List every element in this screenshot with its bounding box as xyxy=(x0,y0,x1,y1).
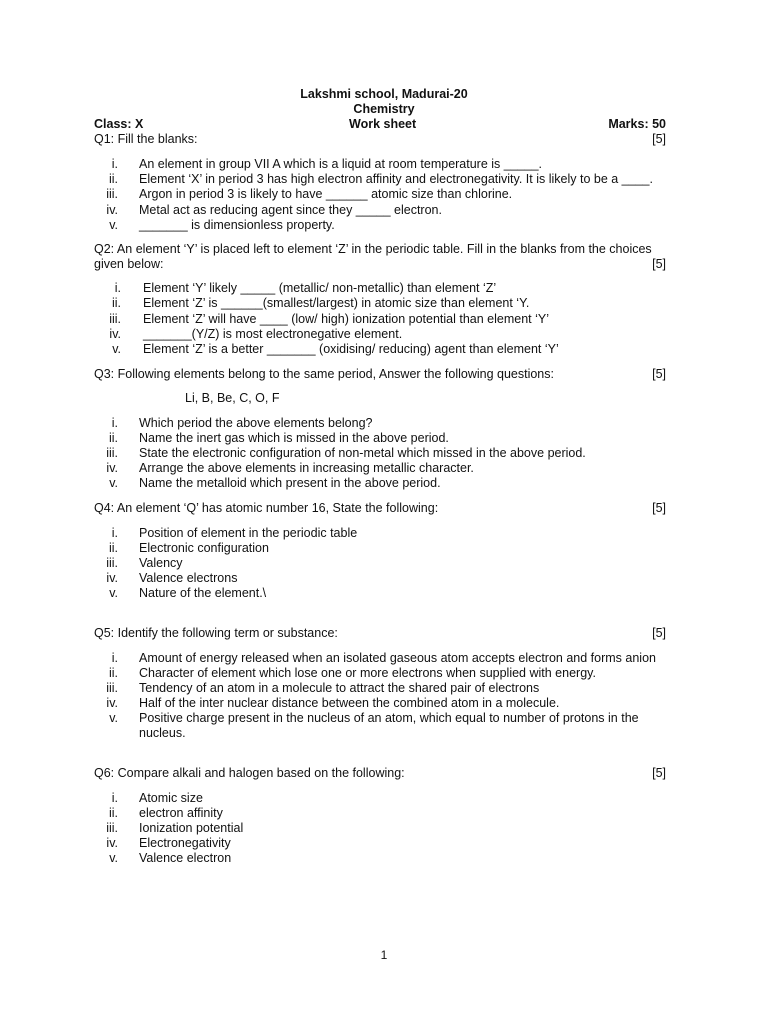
q2-marks: [5] xyxy=(652,257,666,271)
q3-title: Q3: Following elements belong to the same period, Answer the following questions: xyxy=(94,367,554,381)
q1-marks: [5] xyxy=(652,132,666,146)
q1-title: Q1: Fill the blanks: xyxy=(94,132,198,146)
marks-label: Marks: 50 xyxy=(608,117,666,131)
q6-title: Q6: Compare alkali and halogen based on the following: xyxy=(94,766,405,780)
q5-title: Q5: Identify the following term or substance: xyxy=(94,626,338,640)
q2-heading-line1: Q2: An element ‘Y’ is placed left to element ‘Z’ in the periodic table. Fill in the blanks from the choices xyxy=(94,242,652,256)
class-label: Class: X xyxy=(94,117,144,131)
q4-title: Q4: An element ‘Q’ has atomic number 16, State the following: xyxy=(94,501,439,515)
q5-marks: [5] xyxy=(652,626,666,640)
element-list: Li, B, Be, C, O, F xyxy=(185,391,280,405)
q5-heading xyxy=(94,626,666,641)
q4-marks: [5] xyxy=(652,501,666,515)
page-number: 1 xyxy=(380,948,388,962)
sheet-type: Work sheet xyxy=(349,117,417,131)
q2-heading-line2: given below: [5] xyxy=(94,257,666,271)
worksheet-page: Lakshmi school, Madurai-20 Chemistry Class: X Work sheet Marks: 50 Q1: Fill the blanks: [5] i. An element in group VII A which is a liquid at room temperature is _____. ii. Element ‘X’ in period 3 has high electron affinity and electronegativity. It is likely to be a ____. iii. Argon in period 3 is likely to have ______ atomic size than chlorine. iv. Metal act as reducing agent since they _____ electron. v. _______ is dimensionless property. Q2: An element ‘Y’ is placed left to element ‘Z’ in the periodic table. Fill in the blanks from the choices given below: [5] i. Element ‘Y’ likely _____ (metallic/ non-metallic) than element ‘Z’ ii. Element ‘Z’ is ______(smallest/largest) in atomic size than element ‘Y. iii. Element ‘Z’ will have ____ (low/ high) ionization potential than element ‘Y’ iv. _______(Y/Z) is most electronegative element. v. Element ‘Z’ is a better _______ (oxidising/ reducing) agent than element ‘Y’ Q3: Following elements belong to the same period, Answer the following questions: [5] Li, B, Be, C, O, F i. Which period the above elements belong? ii. Name the inert gas which is missed in the above period. iii. State the electronic configuration of non-metal which missed in the above period. iv. Arrange the above elements in increasing metallic character. v. Name the metalloid which present in the above period. Q4: An element ‘Q’ has atomic number 16, State the following: [5] i. Position of element in the periodic table ii. Electronic configuration iii. Valency iv. Valence electrons v. Nature of the element.\ Q5: Identify the following term or substance: [5] i. Amount of energy released when an isolated gaseous atom accepts electron and forms anion ii. Character of element which lose one or more electrons when supplied with energy. iii. Tendency of an atom in a molecule to attract the shared pair of electrons iv. Half of the inter nuclear distance between the combined atom in a molecule. v. Positive charge present in the nucleus of an atom, which equal to number of protons in the nucleus. Q6: Compare alkali and halogen based on the following: [5] i. Atomic size ii. electron affinity iii. Ionization potential iv. Electronegativity v. Valence electron 1 xyxy=(0,0,768,1024)
school-name: Lakshmi school, Madurai-20 xyxy=(300,87,468,101)
q1-heading xyxy=(94,132,666,147)
q3-marks: [5] xyxy=(652,367,666,381)
subject-title: Chemistry xyxy=(353,102,415,116)
list-item: v. Positive charge present in the nucleus of an atom, which equal to number of protons in the nucleus. xyxy=(109,711,639,740)
q6-marks: [5] xyxy=(652,766,666,780)
q3-heading xyxy=(94,367,666,382)
q4-heading xyxy=(94,501,666,516)
q6-heading xyxy=(94,766,666,781)
header-meta-row xyxy=(94,117,666,132)
